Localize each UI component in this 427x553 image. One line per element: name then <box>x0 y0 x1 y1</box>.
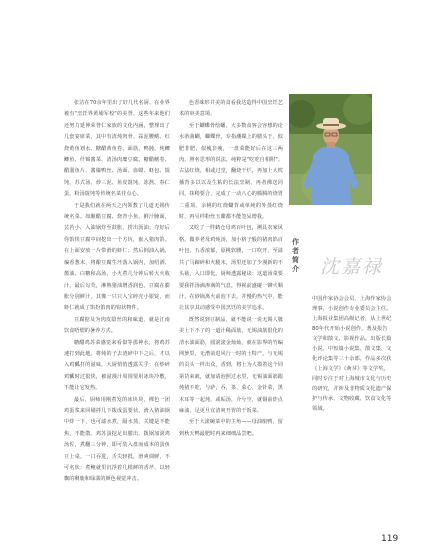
author-label-char: 者 <box>292 247 299 255</box>
paragraph: 色香味形并美的食看我达造得中国烹饪艺术的审美意境。 <box>179 100 283 118</box>
article-column-left <box>64 98 170 486</box>
article-column-right <box>179 98 283 440</box>
paragraph: 于是我们就在两天之内领教了几道无锡传统名菜。如酿醋豆腐、烧青小鱼、鲜汁腌面，芸苔小、入油锅炸至鼓胀，捞出沥油；夺好后你馅快豆腐中间挖出一个方坑，嵌入猪肉馅。在上面安放一片带滑的虾仁；然后倒油入锅，煸香葱末，将酿豆腐生坯落入锅内，加绍酒、酱油、白糖和高汤，小火煮几分钟后转大火收汁，最后勾芡，淋熟猪油增香润色。豆腐在膨胀分别鲜汁，其像一只只入宝碎壳小银锭，而虾仁就成了馅扮馅肉的钩状物件。 <box>64 202 170 312</box>
paragraph: 又吃了一样鹤仓母鸡百叶包，溯具农家风格。做养老母鸡炖汤，加小脐子般的猪肉馅百叶包，五香浓郁，原桃软腰，一口吹开，至溢共了马蹄碎和火腿末，汤里还加了少漫新的不头菇，入口即化。厨师透露秘诀：这道汤菜要要我拌汤滴渗满的气息，得视前盛碰一铆火顺汁，在砂锅离火前泡下去，并慢的热气中，能让其享其动感受中国烹饪的美学追求。 <box>179 225 283 312</box>
paragraph: 既然说到豆制品，就不能说一说无锡人敬美上下不了的一道汁稀面筋，无锡油筋很化的清水油面筋，圆滚滚金灿灿，就在影界的竹编网箩里，无漕前进风行一时的土特产，与无锡的贡头一样出众，香到，将上为人摸着这个同第货来就，就加请泡照过水里，无锡油面筋跟炖猪不吃，与萨，吞，茶，菜心，金针菜，黑木耳等一起炖，或垢汤，介兮空，就铜前炸点麻油，足更旦宜清爽开胃的干饭菜。 <box>179 316 283 414</box>
paragraph: 糖醋鸡苏菜感觉来看似等那神水，将鸡苏速打到此地。将炖的子去渣碎中下之后，才以入鸡瓤打的滋味。大厨悄悄透露关乎：在炒碎鸡瓤时过很快，被滋漫汁周围要用冰块冷敷，不能让它发热。 <box>64 339 170 392</box>
author-label-char: 作 <box>292 238 299 246</box>
paragraph: 至于蝴蝶骨绘蟠，大多数食客会容想的论水蒂曲蝴，蝴蝶骨，专指潮媒上的膳头于，似肥非肥，似瘦非瘦，一盘菜能好后在这三两肉，照名思形的说法，纯粹是"吃吃自相附"。古法红烧，相或过堂，翻烧干烂，再加上大枕播背多以以及生粘的长法烹制，再者佛送同同，抹稍要合，完成了一动八心的腾腾的烧胃二重项。余桃的红烧蝴背或单纯的外蒸红烧时，再另样粉丝玉碟都不能签呆增我。 <box>179 122 283 221</box>
author-intro-label <box>290 238 301 274</box>
paragraph: 张洁在70余年里出了好几代名厨。在业界被有"烹饪界黄埔军校"的美誉。这些年来他们还努力延伸荣誉仁家族的文化内涵，整理出了几套宴席菜，其中有清炖肉骨、蒜泥腰鳝、红烧黄鱼划水、糖醋黄鱼卷、面筋、鸭肫、炖鲫鲫鱼、什锦酱菜、清汤肉糜豆腐、糖醋鳝卷、醋溜鱼片、酱爆鸭丝、汤面、血蚶、虾包、馄饨、苏式汤、炒三泥、鱼皮馄饨、冻熬、春仁蛋、粉汤馄饨等传统名菜佳点心。 <box>64 100 170 198</box>
author-bio: 中国作家协会会员，上海作家协会理事，小说创作专业委员会主任。上海报业集团高级记者，从上世纪80年代开始小说创作，著及报告文学和散文、影视作品。出版长篇小说、中短篇小说集、散文集、文化评论集等三十余部。作品多次获《上海文学》《萌芽》等文学奖。同时专注于对上海城市文化与历史的研究，并涉及非物质文化遗产保护与传承、文物收藏、饮食文化等领域。 <box>312 296 392 412</box>
author-signature: 沈嘉禄 <box>320 256 384 278</box>
paragraph: 至于大滚碗菜中的主角——母油船鸭，留到秋天鸭最肥时再来细细品尝吧。 <box>179 419 283 437</box>
page-number: 119 <box>381 534 399 544</box>
author-label-char: 简 <box>292 256 299 264</box>
author-label-char: 介 <box>292 265 299 273</box>
paragraph: 最后，厨师用刚煮发的冰块块，裸色一团鸡蛋浆来回剔拌几下拨成蛋要状，滑入猪油锅中炸一下，也可滤水煮，隔水蒸，关键是不能焦，不能散。鸡苏蛋挖足出膳出，拨锅加滚鸡汤佐，煮翻三分钟，即可装入盘而成本的蛋鱼豆上桌。一口吞进，舌尖轻抵，滑爽调鲜，不可名状：煮鲍就里沉浮着几根鲜的香芹，以轻飘的剩鹿和绿翡的颜色视觉冲击。 <box>64 396 170 483</box>
author-photo <box>289 94 372 205</box>
paragraph: 豆腐掂及为肉皮隐丝的和味道，就是江南饮食唔熠的暑养方式。 <box>64 316 170 335</box>
